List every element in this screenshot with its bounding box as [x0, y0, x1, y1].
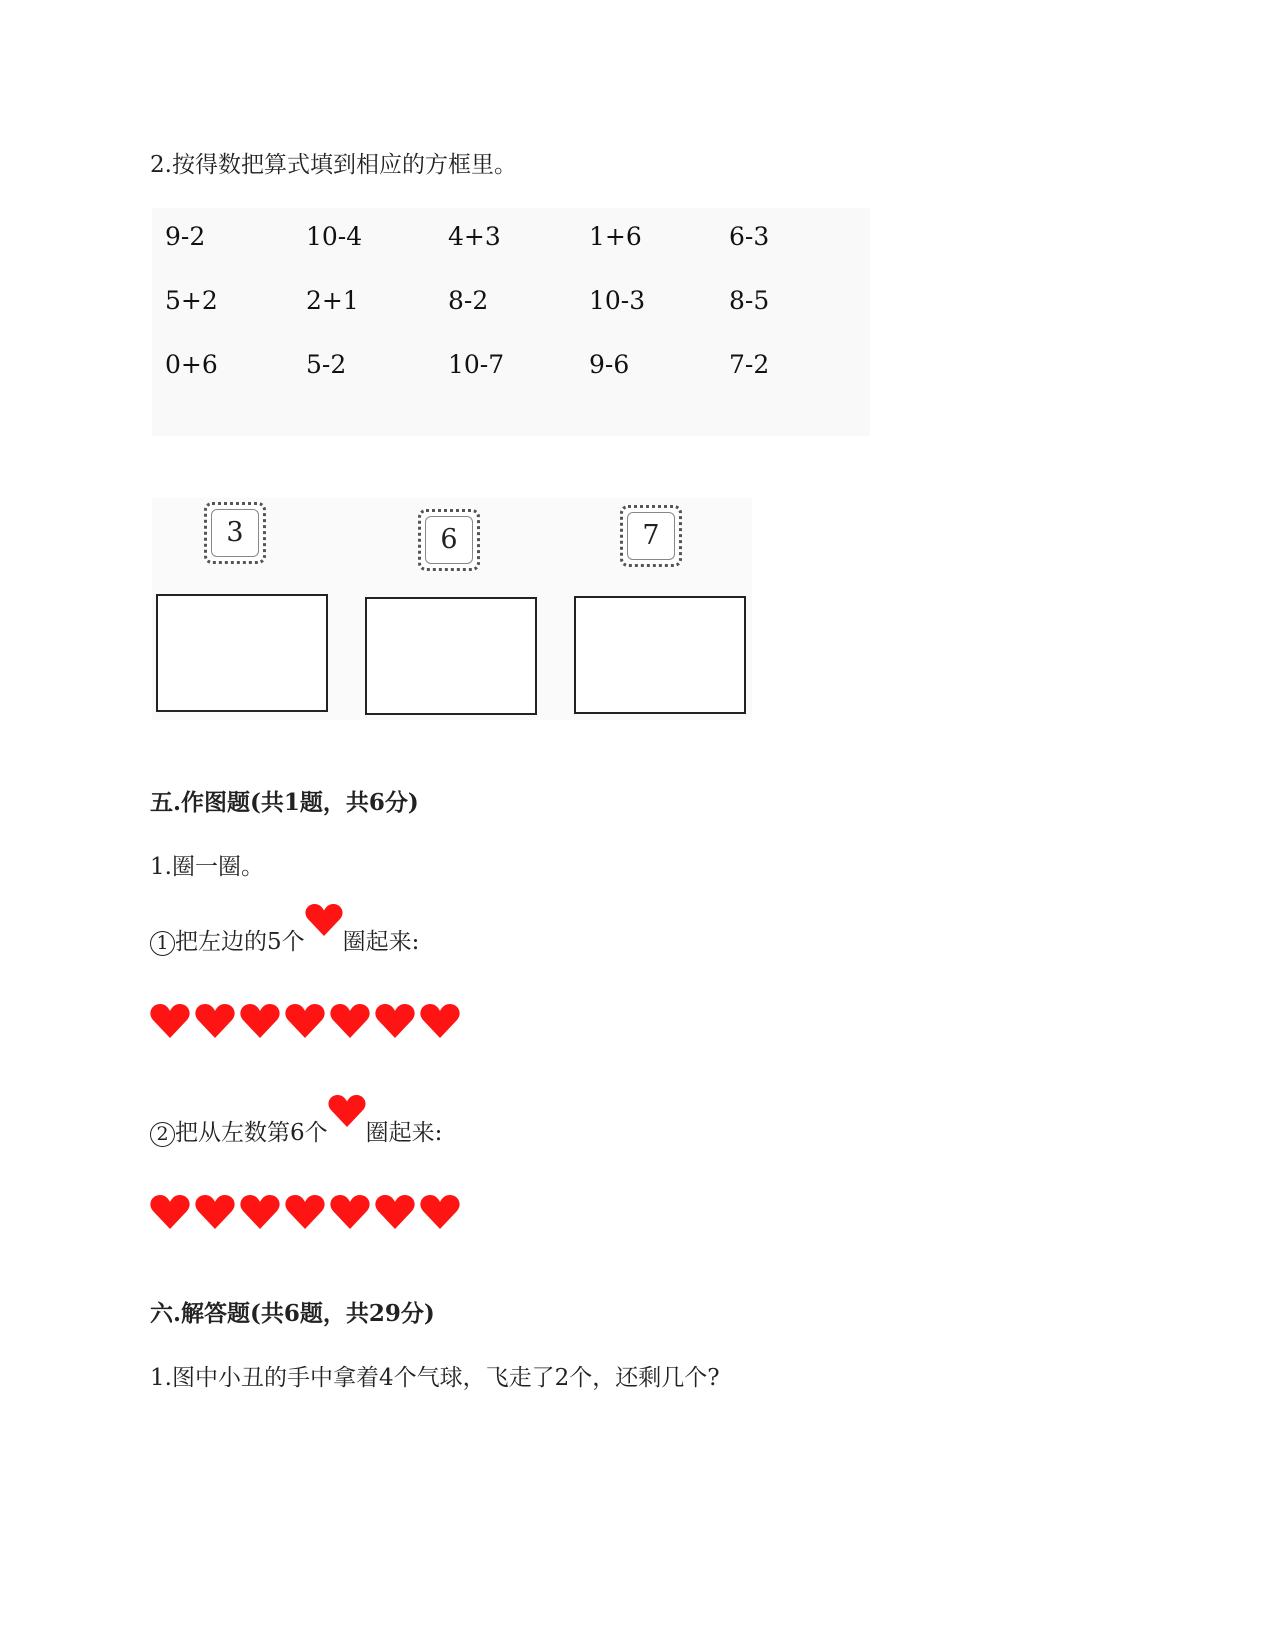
expression-r2-c1: 5+2	[165, 286, 218, 315]
expression-r1-c1: 9-2	[165, 222, 206, 251]
part-1-text-before: 把左边的5个	[175, 929, 305, 955]
heart-icon[interactable]	[420, 1194, 460, 1230]
question-6-1-text: 1.图中小丑的手中拿着4个气球，飞走了2个，还剩几个?	[150, 1365, 720, 1391]
expression-r2-c2: 2+1	[306, 286, 359, 315]
heart-icon[interactable]	[375, 1003, 415, 1039]
expression-r1-c4: 1+6	[589, 222, 642, 251]
expression-grid	[152, 208, 870, 436]
number-tag-7	[620, 505, 682, 567]
expression-r2-c5: 8-5	[729, 286, 770, 315]
expression-r2-c3: 8-2	[448, 286, 489, 315]
heart-icon[interactable]	[240, 1194, 280, 1230]
heart-row-2	[150, 1194, 470, 1234]
part-2-text-before: 把从左数第6个	[175, 1120, 328, 1146]
answer-box-3[interactable]	[156, 594, 328, 712]
section-5-title: 五.作图题(共1题，共6分)	[150, 789, 419, 816]
heart-icon[interactable]	[420, 1003, 460, 1039]
expression-r1-c5: 6-3	[729, 222, 770, 251]
expression-r2-c4: 10-3	[589, 286, 646, 315]
heart-icon[interactable]	[375, 1194, 415, 1230]
expression-r3-c3: 10-7	[448, 350, 505, 379]
tag-number: 7	[642, 520, 660, 551]
expression-r1-c3: 4+3	[448, 222, 501, 251]
heart-icon[interactable]	[285, 1003, 325, 1039]
question-5-1-text: 1.圈一圈。	[150, 854, 264, 880]
expression-r3-c1: 0+6	[165, 350, 218, 379]
answer-box-7[interactable]	[574, 596, 746, 714]
number-tag-6	[418, 509, 480, 571]
circled-number-2: 2	[150, 1122, 175, 1147]
expression-r3-c2: 5-2	[306, 350, 347, 379]
heart-icon[interactable]	[150, 1194, 190, 1230]
part-1-text-after: 圈起来:	[342, 929, 420, 955]
circled-number-1: 1	[150, 931, 175, 956]
part-2-instruction	[150, 1108, 442, 1148]
number-tag-3	[204, 502, 266, 564]
heart-icon	[305, 903, 343, 937]
expression-r1-c2: 10-4	[306, 222, 363, 251]
heart-icon[interactable]	[330, 1194, 370, 1230]
part-2-text-after: 圈起来:	[365, 1120, 443, 1146]
part-1-instruction	[150, 917, 419, 957]
tag-number: 3	[226, 517, 244, 548]
heart-icon[interactable]	[285, 1194, 325, 1230]
heart-icon[interactable]	[150, 1003, 190, 1039]
expression-r3-c4: 9-6	[589, 350, 630, 379]
answer-box-6[interactable]	[365, 597, 537, 715]
heart-icon	[328, 1094, 366, 1128]
heart-icon[interactable]	[330, 1003, 370, 1039]
question-2-text: 2.按得数把算式填到相应的方框里。	[150, 152, 517, 178]
tag-number: 6	[440, 524, 458, 555]
section-6-title: 六.解答题(共6题，共29分)	[150, 1300, 435, 1327]
answer-box-area	[152, 498, 752, 720]
expression-r3-c5: 7-2	[729, 350, 770, 379]
heart-icon[interactable]	[195, 1194, 235, 1230]
heart-icon[interactable]	[240, 1003, 280, 1039]
heart-icon[interactable]	[195, 1003, 235, 1039]
heart-row-1	[150, 1003, 470, 1043]
